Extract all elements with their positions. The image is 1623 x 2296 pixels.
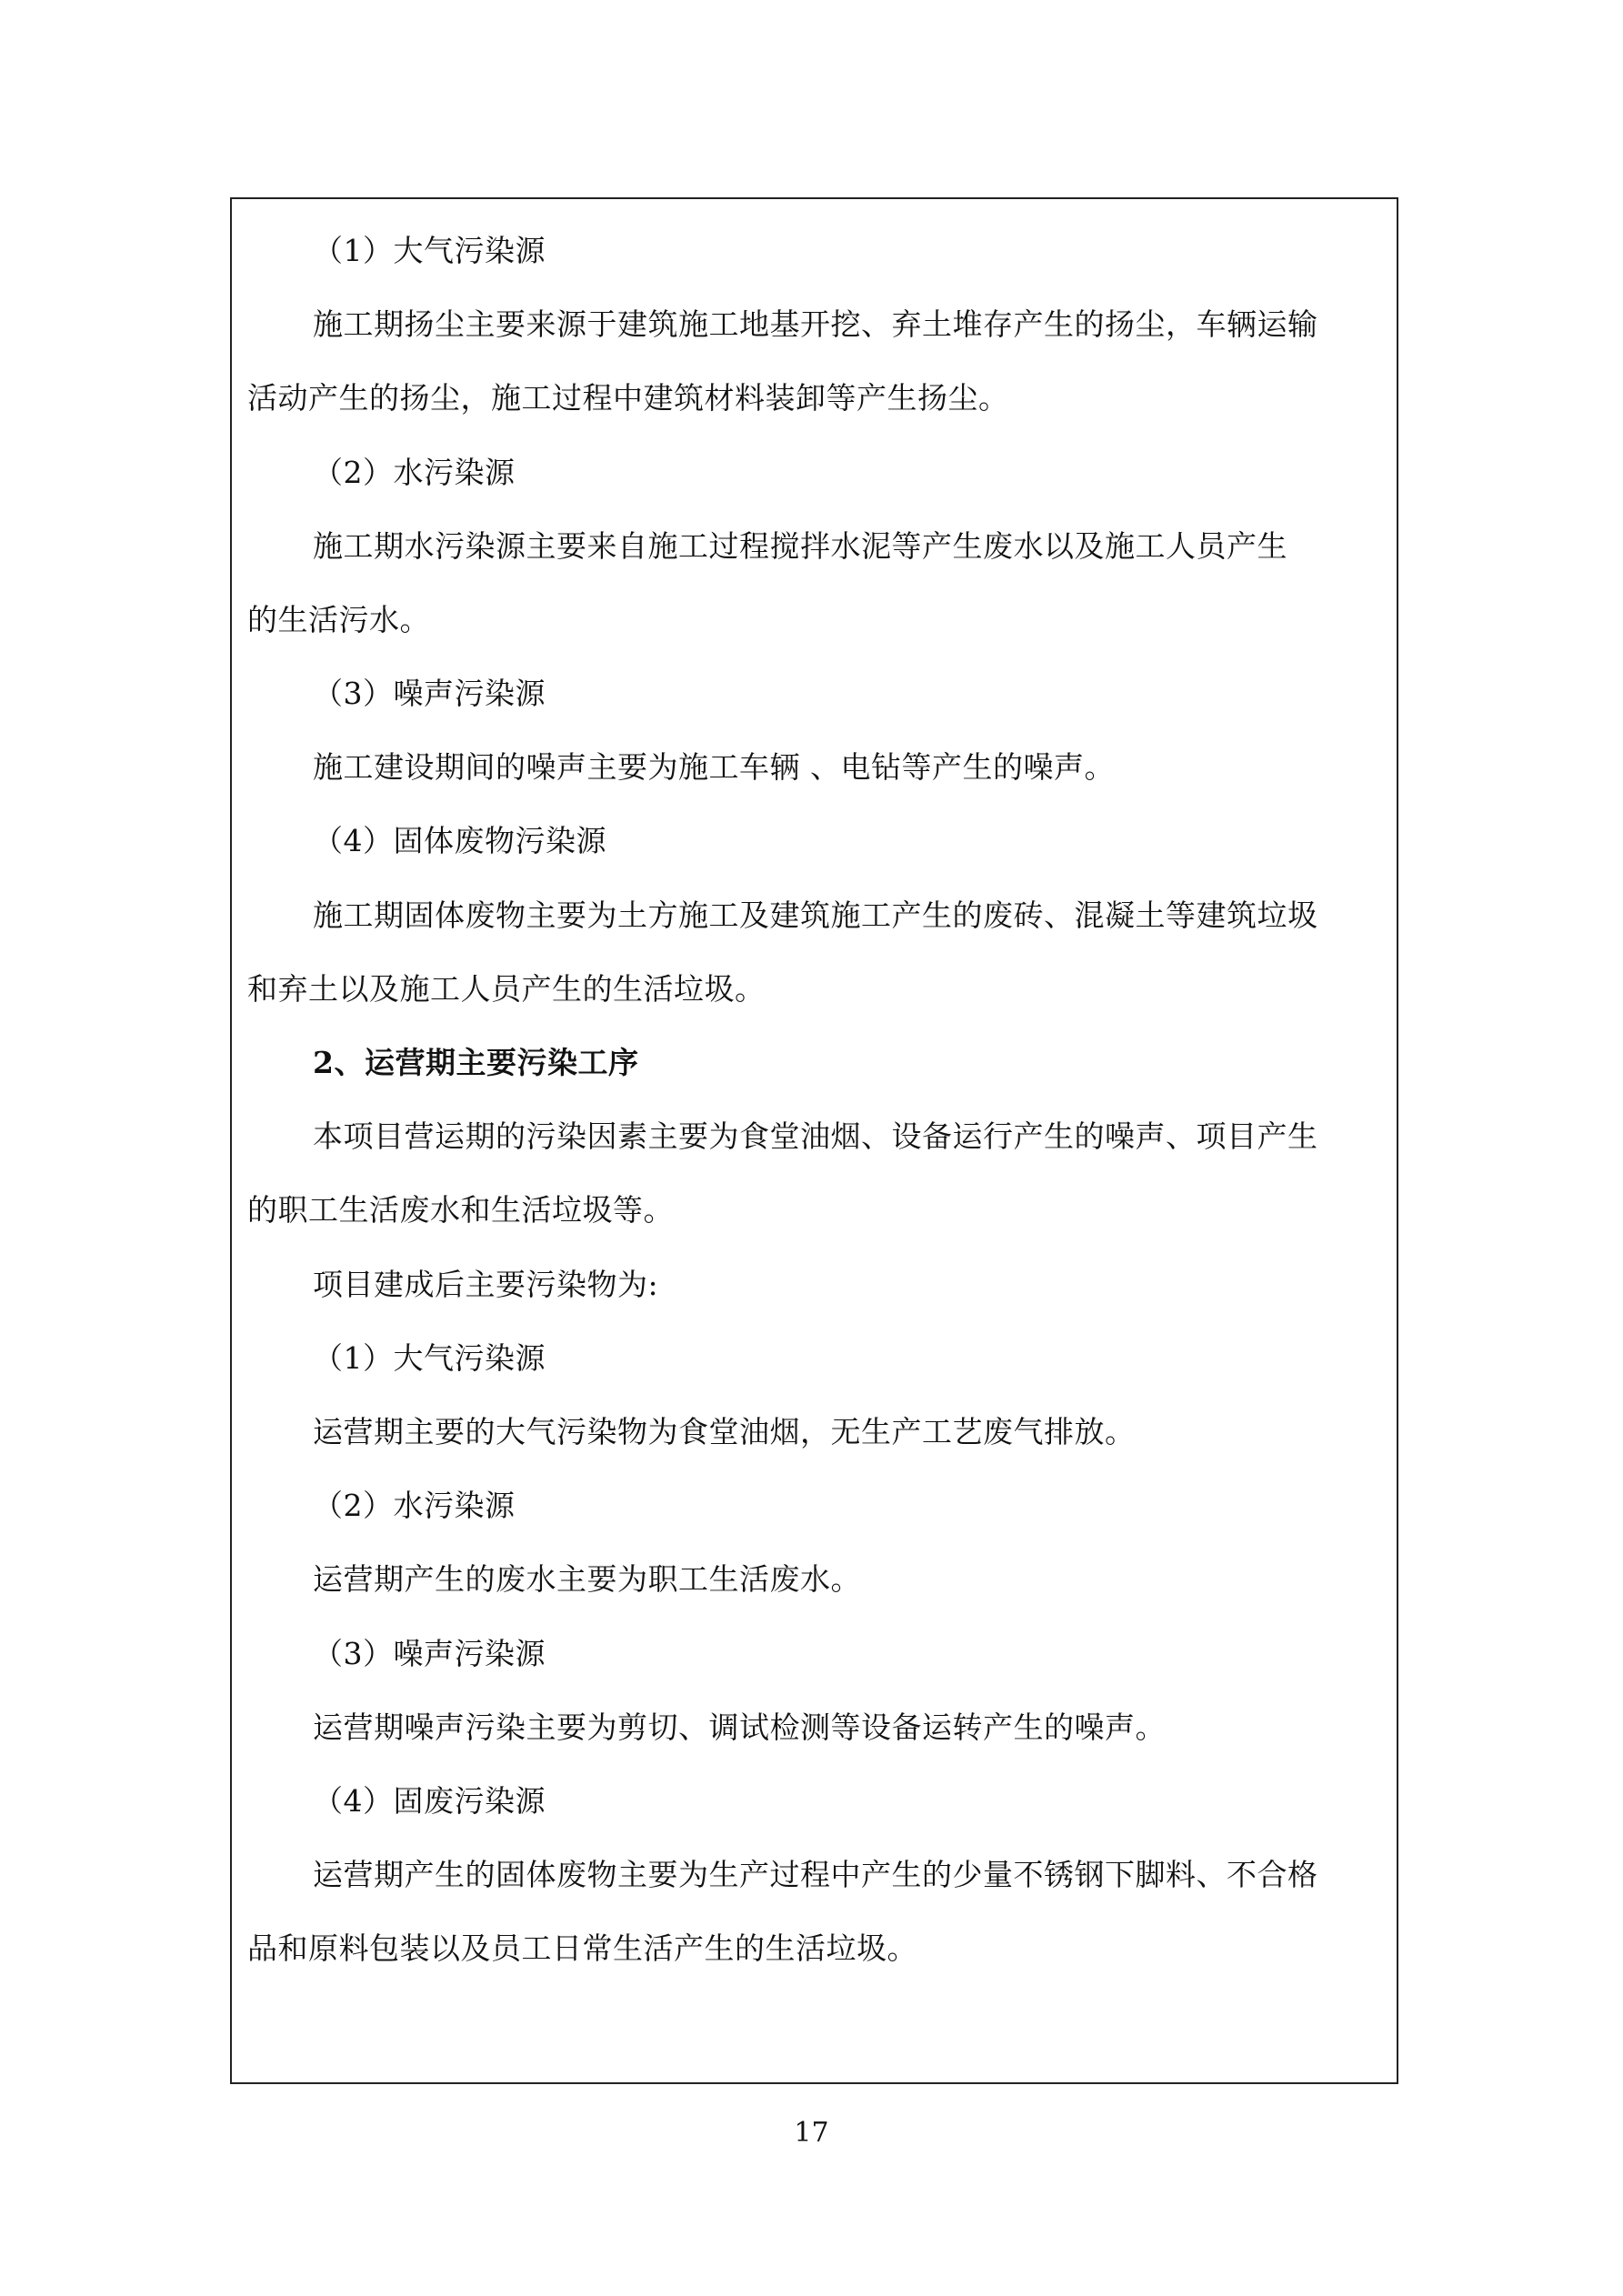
section-label-operation-water: （2）水污染源 bbox=[313, 1488, 516, 1523]
section-label-operation-air: （1）大气污染源 bbox=[313, 1340, 546, 1376]
paragraph-operation-solid-waste-line-1: 运营期产生的固体废物主要为生产过程中产生的少量不锈钢下脚料、不合格 bbox=[313, 1857, 1318, 1892]
paragraph-construction-water-line-2: 的生活污水。 bbox=[247, 602, 430, 637]
paragraph-construction-noise: 施工建设期间的噪声主要为施工车辆 、电钻等产生的噪声。 bbox=[313, 749, 1115, 785]
section-heading-operation: 2、运营期主要污染工序 bbox=[313, 1045, 639, 1080]
paragraph-main-pollutants: 项目建成后主要污染物为: bbox=[313, 1267, 659, 1302]
paragraph-operation-overview-line-2: 的职工生活废水和生活垃圾等。 bbox=[247, 1192, 674, 1228]
paragraph-operation-solid-waste-line-2: 品和原料包装以及员工日常生活产生的生活垃圾。 bbox=[247, 1930, 917, 1966]
paragraph-operation-air: 运营期主要的大气污染物为食堂油烟，无生产工艺废气排放。 bbox=[313, 1414, 1136, 1449]
paragraph-construction-water-line-1: 施工期水污染源主要来自施工过程搅拌水泥等产生废水以及施工人员产生 bbox=[313, 528, 1287, 564]
paragraph-operation-noise: 运营期噪声污染主要为剪切、调试检测等设备运转产生的噪声。 bbox=[313, 1709, 1166, 1745]
section-label-construction-air: （1）大气污染源 bbox=[313, 233, 546, 268]
section-label-operation-solid-waste: （4）固废污染源 bbox=[313, 1783, 546, 1819]
section-label-construction-solid-waste: （4）固体废物污染源 bbox=[313, 823, 606, 858]
paragraph-construction-solid-waste-line-1: 施工期固体废物主要为土方施工及建筑施工产生的废砖、混凝土等建筑垃圾 bbox=[313, 897, 1318, 933]
section-label-operation-noise: （3）噪声污染源 bbox=[313, 1636, 546, 1671]
paragraph-operation-water: 运营期产生的废水主要为职工生活废水。 bbox=[313, 1561, 861, 1597]
paragraph-construction-dust-line-1: 施工期扬尘主要来源于建筑施工地基开挖、弃土堆存产生的扬尘，车辆运输 bbox=[313, 306, 1318, 342]
section-label-construction-noise: （3）噪声污染源 bbox=[313, 676, 546, 711]
paragraph-operation-overview-line-1: 本项目营运期的污染因素主要为食堂油烟、设备运行产生的噪声、项目产生 bbox=[313, 1118, 1318, 1154]
paragraph-construction-dust-line-2: 活动产生的扬尘，施工过程中建筑材料装卸等产生扬尘。 bbox=[247, 380, 1009, 416]
section-label-construction-water: （2）水污染源 bbox=[313, 455, 516, 490]
paragraph-construction-solid-waste-line-2: 和弃土以及施工人员产生的生活垃圾。 bbox=[247, 971, 766, 1007]
page-number: 17 bbox=[794, 2117, 829, 2149]
